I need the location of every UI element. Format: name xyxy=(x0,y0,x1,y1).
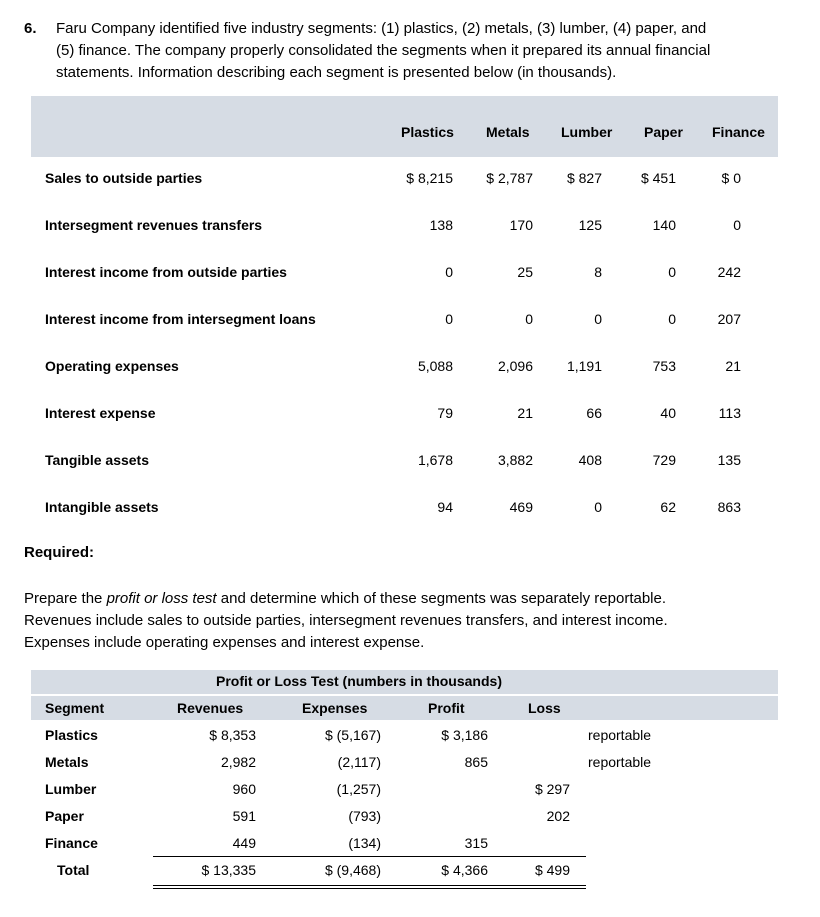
segment-row xyxy=(31,170,778,192)
instruction-line-3: Expenses include operating expenses and interest expense. xyxy=(24,634,425,651)
header-revenues: Revenues xyxy=(177,700,244,716)
cell-finance: 242 xyxy=(717,264,741,280)
total-double-rule-top xyxy=(153,885,586,886)
row-note: reportable xyxy=(588,754,652,770)
header-loss: Loss xyxy=(528,700,561,716)
cell-finance: $ 0 xyxy=(721,170,741,186)
required-heading: Required: xyxy=(24,544,95,561)
cell-lumber: $ 827 xyxy=(566,170,602,186)
question-line-3: statements. Information describing each segment is presented below (in thousands). xyxy=(56,64,617,81)
cell-paper: $ 451 xyxy=(640,170,676,186)
cell-finance: 135 xyxy=(717,452,741,468)
cell-plastics: $ 8,215 xyxy=(406,170,453,186)
table-row xyxy=(31,727,778,749)
row-loss: $ 297 xyxy=(534,781,570,797)
question-number: 6. xyxy=(24,20,37,37)
total-loss: $ 499 xyxy=(534,862,570,878)
cell-paper: 729 xyxy=(652,452,676,468)
cell-metals: 21 xyxy=(517,405,533,421)
cell-lumber: 408 xyxy=(578,452,602,468)
cell-metals: 3,882 xyxy=(497,452,533,468)
cell-lumber: 66 xyxy=(586,405,602,421)
segment-table-header xyxy=(31,96,778,157)
cell-paper: 40 xyxy=(660,405,676,421)
question-text xyxy=(24,18,804,84)
row-profit: 315 xyxy=(464,835,488,851)
row-segment: Lumber xyxy=(45,781,97,797)
segment-row xyxy=(31,264,778,286)
cell-paper: 0 xyxy=(668,264,676,280)
row-loss: 202 xyxy=(546,808,570,824)
instruction-emphasis: profit or loss test xyxy=(106,590,217,607)
row-expenses: $ (5,167) xyxy=(324,727,381,743)
header-lumber: Lumber xyxy=(561,124,613,140)
total-revenues: $ 13,335 xyxy=(201,862,256,878)
cell-finance: 863 xyxy=(717,499,741,515)
row-segment: Metals xyxy=(45,754,89,770)
row-label: Sales to outside parties xyxy=(45,170,203,186)
row-expenses: (134) xyxy=(348,835,381,851)
question-line-1: Faru Company identified five industry segments: (1) plastics, (2) metals, (3) lumber, (4) paper, and xyxy=(56,20,707,37)
row-profit: 865 xyxy=(464,754,488,770)
cell-lumber: 8 xyxy=(594,264,602,280)
header-expenses: Expenses xyxy=(302,700,368,716)
cell-finance: 21 xyxy=(725,358,741,374)
row-label: Tangible assets xyxy=(45,452,150,468)
table-row xyxy=(31,781,778,803)
cell-metals: $ 2,787 xyxy=(486,170,533,186)
profit-loss-title: Profit or Loss Test (numbers in thousands) xyxy=(216,673,502,689)
row-segment: Plastics xyxy=(45,727,98,743)
profit-loss-title-bar xyxy=(31,670,778,694)
cell-plastics: 1,678 xyxy=(417,452,453,468)
row-label: Interest expense xyxy=(45,405,156,421)
cell-metals: 25 xyxy=(517,264,533,280)
row-revenues: $ 8,353 xyxy=(209,727,256,743)
total-profit: $ 4,366 xyxy=(441,862,488,878)
profit-loss-header xyxy=(31,696,778,720)
total-label: Total xyxy=(57,862,90,878)
cell-metals: 2,096 xyxy=(497,358,533,374)
cell-paper: 140 xyxy=(652,217,676,233)
row-note: reportable xyxy=(588,727,652,743)
cell-lumber: 125 xyxy=(578,217,602,233)
cell-paper: 0 xyxy=(668,311,676,327)
cell-lumber: 0 xyxy=(594,499,602,515)
cell-metals: 170 xyxy=(509,217,533,233)
instruction-text: and determine which of these segments was separately reportable. xyxy=(216,590,667,607)
table-row xyxy=(31,835,778,857)
question-line-2: (5) finance. The company properly consolidated the segments when it prepared its annual financial xyxy=(56,42,711,59)
cell-finance: 207 xyxy=(717,311,741,327)
row-revenues: 960 xyxy=(232,781,256,797)
cell-plastics: 94 xyxy=(437,499,453,515)
row-profit: $ 3,186 xyxy=(441,727,488,743)
segment-row xyxy=(31,217,778,239)
table-row xyxy=(31,754,778,776)
header-metals: Metals xyxy=(486,124,530,140)
cell-plastics: 0 xyxy=(445,264,453,280)
header-plastics: Plastics xyxy=(401,124,454,140)
header-paper: Paper xyxy=(644,124,683,140)
cell-metals: 469 xyxy=(509,499,533,515)
header-finance: Finance xyxy=(712,124,765,140)
row-label: Interest income from intersegment loans xyxy=(45,311,316,327)
row-label: Intersegment revenues transfers xyxy=(45,217,263,233)
cell-metals: 0 xyxy=(525,311,533,327)
cell-lumber: 0 xyxy=(594,311,602,327)
cell-finance: 113 xyxy=(718,405,741,421)
segment-row xyxy=(31,405,778,427)
row-label: Intangible assets xyxy=(45,499,159,515)
total-row xyxy=(31,862,778,884)
header-profit: Profit xyxy=(428,700,465,716)
instruction-text: Prepare the xyxy=(24,590,107,607)
cell-plastics: 138 xyxy=(429,217,453,233)
segment-row xyxy=(31,311,778,333)
segment-row xyxy=(31,358,778,380)
total-expenses: $ (9,468) xyxy=(324,862,381,878)
row-segment: Finance xyxy=(45,835,98,851)
row-label: Operating expenses xyxy=(45,358,179,374)
row-expenses: (2,117) xyxy=(337,754,381,770)
row-segment: Paper xyxy=(45,808,84,824)
instruction-line-2: Revenues include sales to outside parties, intersegment revenues transfers, and interest income. xyxy=(24,612,668,629)
cell-lumber: 1,191 xyxy=(566,358,602,374)
table-row xyxy=(31,808,778,830)
row-label: Interest income from outside parties xyxy=(45,264,287,280)
row-revenues: 2,982 xyxy=(220,754,256,770)
instruction-line-1 xyxy=(24,588,784,610)
cell-plastics: 5,088 xyxy=(417,358,453,374)
row-revenues: 591 xyxy=(232,808,256,824)
subtotal-rule xyxy=(153,856,586,857)
cell-paper: 753 xyxy=(652,358,676,374)
required-instructions xyxy=(24,588,784,654)
total-double-rule-bottom xyxy=(153,888,586,889)
cell-finance: 0 xyxy=(733,217,741,233)
segment-row xyxy=(31,499,778,521)
header-segment: Segment xyxy=(45,700,105,716)
row-expenses: (1,257) xyxy=(336,781,381,797)
row-expenses: (793) xyxy=(348,808,381,824)
cell-plastics: 79 xyxy=(437,405,453,421)
row-revenues: 449 xyxy=(232,835,256,851)
cell-paper: 62 xyxy=(660,499,676,515)
cell-plastics: 0 xyxy=(445,311,453,327)
segment-row xyxy=(31,452,778,474)
